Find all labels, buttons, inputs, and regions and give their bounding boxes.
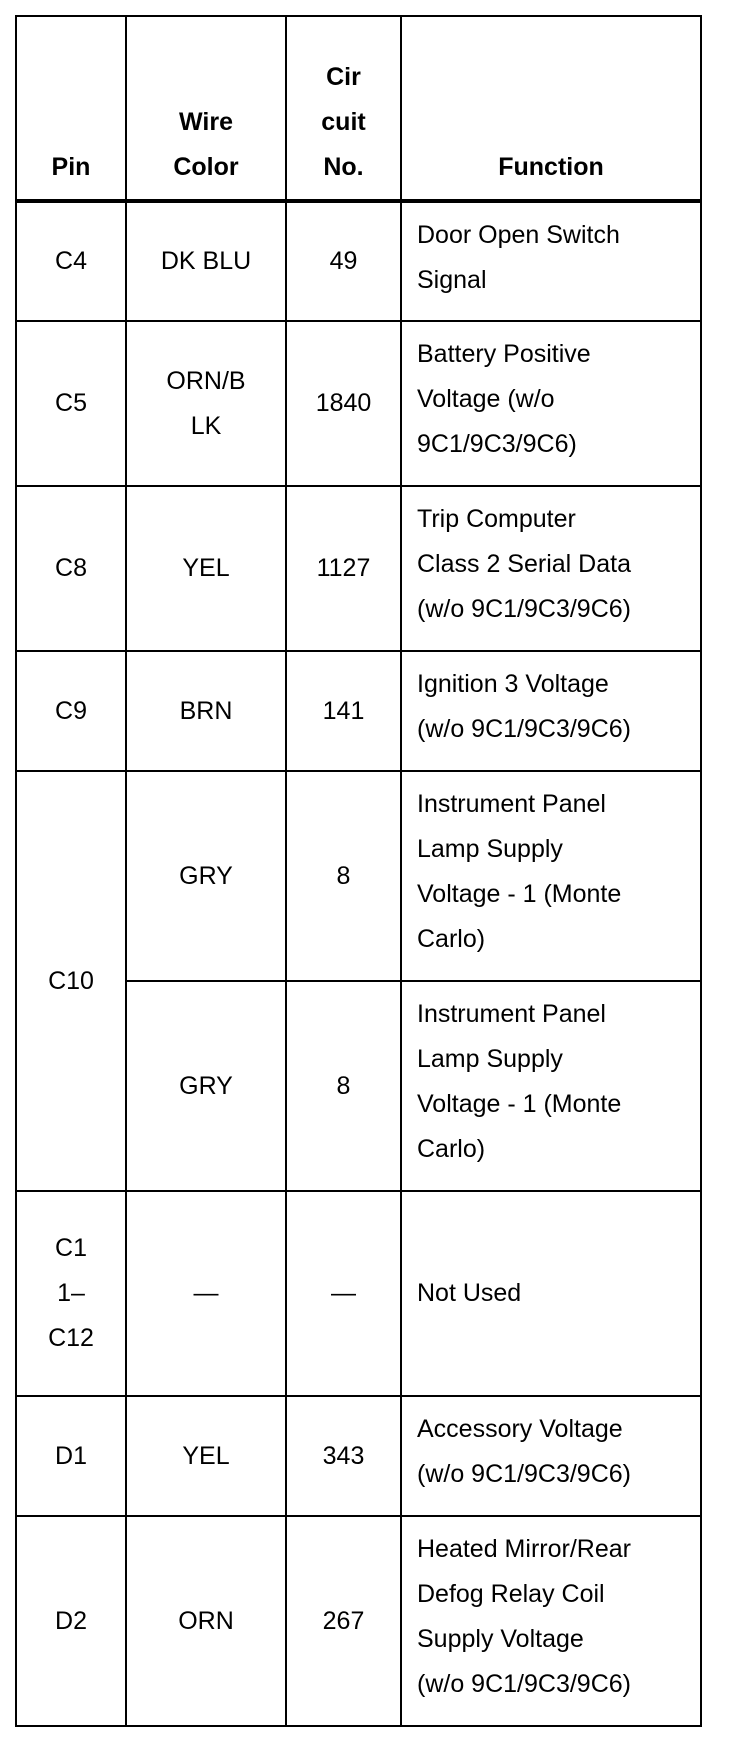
cell-circuit: 343 (286, 1396, 401, 1516)
cell-pin: D1 (16, 1396, 126, 1516)
table-row (16, 1516, 701, 1726)
connector-pinout-table-container (15, 15, 702, 1727)
cell-wire-color: ORN (126, 1516, 286, 1726)
cell-function: Ignition 3 Voltage (w/o 9C1/9C3/9C6) (401, 651, 701, 771)
table-row (16, 651, 701, 771)
table-header-row (16, 16, 701, 201)
table-row (16, 1191, 701, 1396)
cell-pin: C9 (16, 651, 126, 771)
cell-wire-color: DK BLU (126, 201, 286, 321)
cell-wire-color: GRY (126, 771, 286, 981)
table-row (16, 321, 701, 486)
table-row (16, 771, 701, 981)
header-circuit-no: Cir cuit No. (286, 16, 401, 201)
cell-pin: D2 (16, 1516, 126, 1726)
cell-function: Trip Computer Class 2 Serial Data (w/o 9C1/9C3/9C6) (401, 486, 701, 651)
cell-circuit: 267 (286, 1516, 401, 1726)
cell-circuit: 8 (286, 981, 401, 1191)
cell-circuit: 8 (286, 771, 401, 981)
cell-pin: C4 (16, 201, 126, 321)
cell-wire-color: BRN (126, 651, 286, 771)
table-row (16, 486, 701, 651)
cell-wire-color: — (126, 1191, 286, 1396)
cell-wire-color: GRY (126, 981, 286, 1191)
cell-pin: C10 (16, 771, 126, 1191)
cell-function: Battery Positive Voltage (w/o 9C1/9C3/9C6) (401, 321, 701, 486)
cell-circuit: — (286, 1191, 401, 1396)
header-function: Function (401, 16, 701, 201)
cell-pin: C8 (16, 486, 126, 651)
cell-function: Instrument Panel Lamp Supply Voltage - 1 (Monte Carlo) (401, 981, 701, 1191)
cell-pin: C1 1– C12 (16, 1191, 126, 1396)
cell-wire-color: ORN/B LK (126, 321, 286, 486)
table-row (16, 201, 701, 321)
cell-wire-color: YEL (126, 486, 286, 651)
header-wire-color: Wire Color (126, 16, 286, 201)
table-row (16, 1396, 701, 1516)
cell-circuit: 1840 (286, 321, 401, 486)
cell-circuit: 49 (286, 201, 401, 321)
cell-wire-color: YEL (126, 1396, 286, 1516)
cell-circuit: 1127 (286, 486, 401, 651)
cell-circuit: 141 (286, 651, 401, 771)
header-pin: Pin (16, 16, 126, 201)
cell-function: Accessory Voltage (w/o 9C1/9C3/9C6) (401, 1396, 701, 1516)
cell-function: Door Open Switch Signal (401, 201, 701, 321)
cell-pin: C5 (16, 321, 126, 486)
cell-function: Not Used (401, 1191, 701, 1396)
connector-pinout-table (15, 15, 702, 1727)
cell-function: Instrument Panel Lamp Supply Voltage - 1 (Monte Carlo) (401, 771, 701, 981)
cell-function: Heated Mirror/Rear Defog Relay Coil Supply Voltage (w/o 9C1/9C3/9C6) (401, 1516, 701, 1726)
